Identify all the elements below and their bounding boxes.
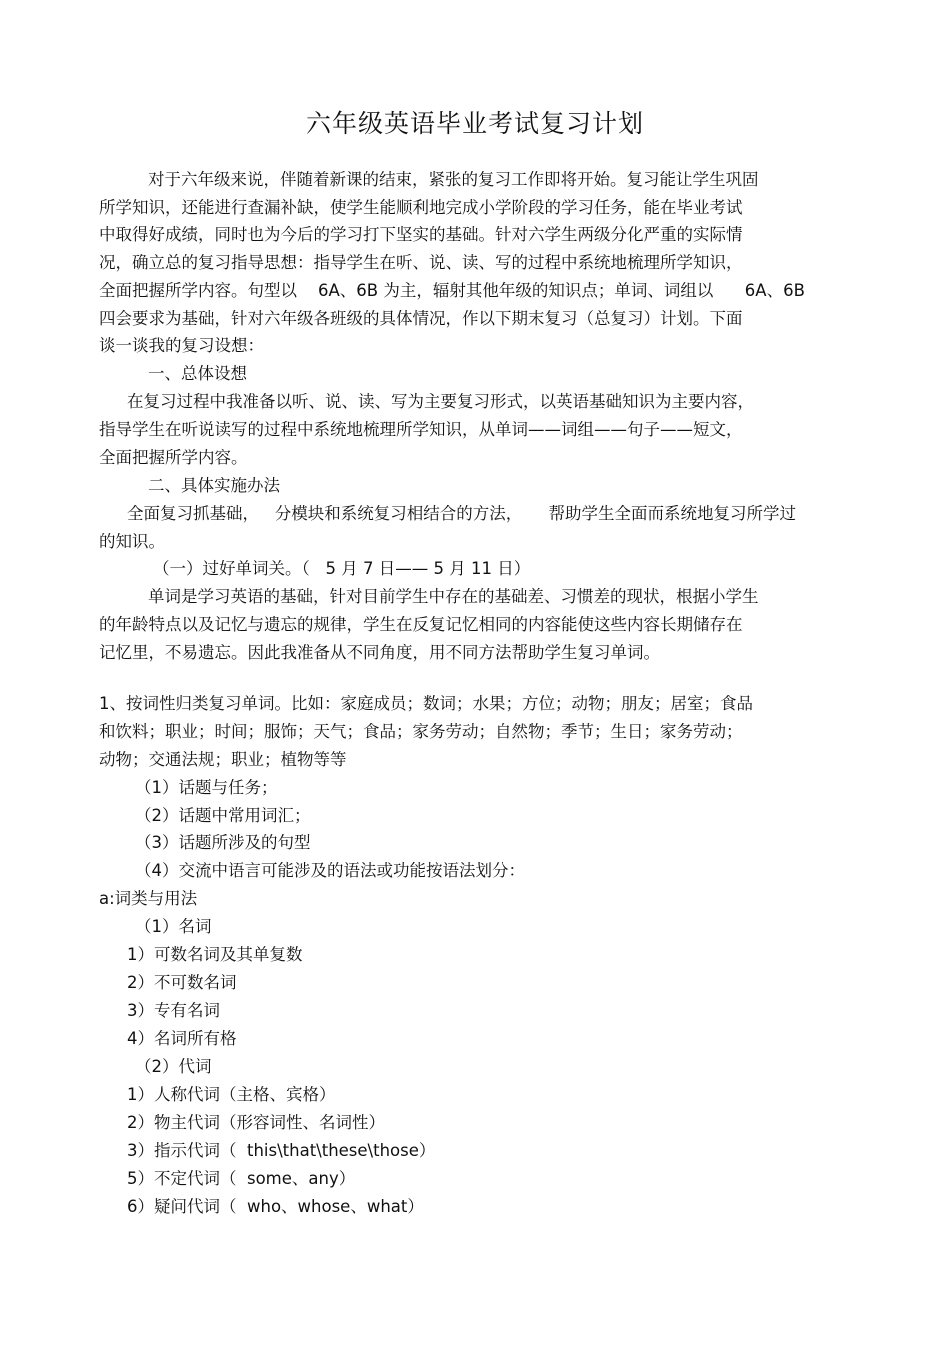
- list-item: （2）话题中常用词汇；: [135, 806, 311, 825]
- list-item: 6）疑问代词（ who、whose、what）: [127, 1197, 424, 1216]
- section-heading: 一、总体设想: [148, 364, 247, 383]
- list-item: 1）可数名词及其单复数: [127, 945, 303, 964]
- paragraph-line: 记忆里，不易遗忘。因此我准备从不同角度，用不同方法帮助学生复习单词。: [99, 643, 660, 662]
- paragraph-line: 况，确立总的复习指导思想：指导学生在听、说、读、写的过程中系统地梳理所学知识，: [99, 253, 743, 272]
- paragraph-line: 全面把握所学内容。句型以 6A、6B 为主，辐射其他年级的知识点；单词、词组以 6A、6B: [99, 281, 805, 300]
- list-item: （3）话题所涉及的句型: [135, 833, 311, 852]
- paragraph-line: 全面复习抓基础， 分模块和系统复习相结合的方法， 帮助学生全面而系统地复习所学过: [127, 504, 796, 523]
- section-heading: 二、具体实施办法: [148, 476, 280, 495]
- list-item: 1）人称代词（主格、宾格）: [127, 1085, 336, 1104]
- paragraph-line: 动物；交通法规；职业；植物等等: [99, 750, 347, 769]
- paragraph-line: 指导学生在听说读写的过程中系统地梳理所学知识，从单词——词组——句子——短文，: [99, 420, 743, 439]
- list-item: 4）名词所有格: [127, 1029, 237, 1048]
- paragraph-line: 四会要求为基础，针对六年级各班级的具体情况，作以下期末复习（总复习）计划。下面: [99, 309, 743, 328]
- subsection-heading: （一）过好单词关。（ 5 月 7 日—— 5 月 11 日）: [153, 559, 531, 578]
- list-item: 2）物主代词（形容词性、名词性）: [127, 1113, 385, 1132]
- list-item: （2）代词: [135, 1057, 212, 1076]
- paragraph-line: 1、按词性归类复习单词。比如：家庭成员；数词；水果；方位；动物；朋友；居室；食品: [99, 694, 753, 713]
- paragraph-line: 在复习过程中我准备以听、说、读、写为主要复习形式，以英语基础知识为主要内容，: [127, 392, 754, 411]
- paragraph-line: 中取得好成绩，同时也为今后的学习打下坚实的基础。针对六学生两级分化严重的实际情: [99, 225, 743, 244]
- list-heading: a:词类与用法: [99, 889, 198, 908]
- paragraph-line: 谈一谈我的复习设想：: [99, 336, 264, 355]
- paragraph-line: 对于六年级来说，伴随着新课的结束，紧张的复习工作即将开始。复习能让学生巩固: [148, 170, 759, 189]
- list-item: （1）话题与任务；: [135, 778, 278, 797]
- paragraph-line: 单词是学习英语的基础，针对目前学生中存在的基础差、习惯差的现状，根据小学生: [148, 587, 759, 606]
- paragraph-line: 的知识。: [99, 532, 165, 551]
- list-item: 3）专有名词: [127, 1001, 220, 1020]
- list-item: 5）不定代词（ some、any）: [127, 1169, 356, 1188]
- paragraph-line: 和饮料；职业；时间；服饰；天气；食品；家务劳动；自然物；季节；生日；家务劳动；: [99, 722, 743, 741]
- paragraph-line: 全面把握所学内容。: [99, 448, 248, 467]
- list-item: （4）交流中语言可能涉及的语法或功能按语法划分：: [135, 861, 525, 880]
- list-item: 2）不可数名词: [127, 973, 237, 992]
- list-item: （1）名词: [135, 917, 212, 936]
- document-title: 六年级英语毕业考试复习计划: [305, 109, 644, 138]
- paragraph-line: 所学知识，还能进行查漏补缺，使学生能顺利地完成小学阶段的学习任务，能在毕业考试: [99, 198, 743, 217]
- paragraph-line: 的年龄特点以及记忆与遗忘的规律，学生在反复记忆相同的内容能使这些内容长期储存在: [99, 615, 743, 634]
- list-item: 3）指示代词（ this\that\these\those）: [127, 1141, 436, 1160]
